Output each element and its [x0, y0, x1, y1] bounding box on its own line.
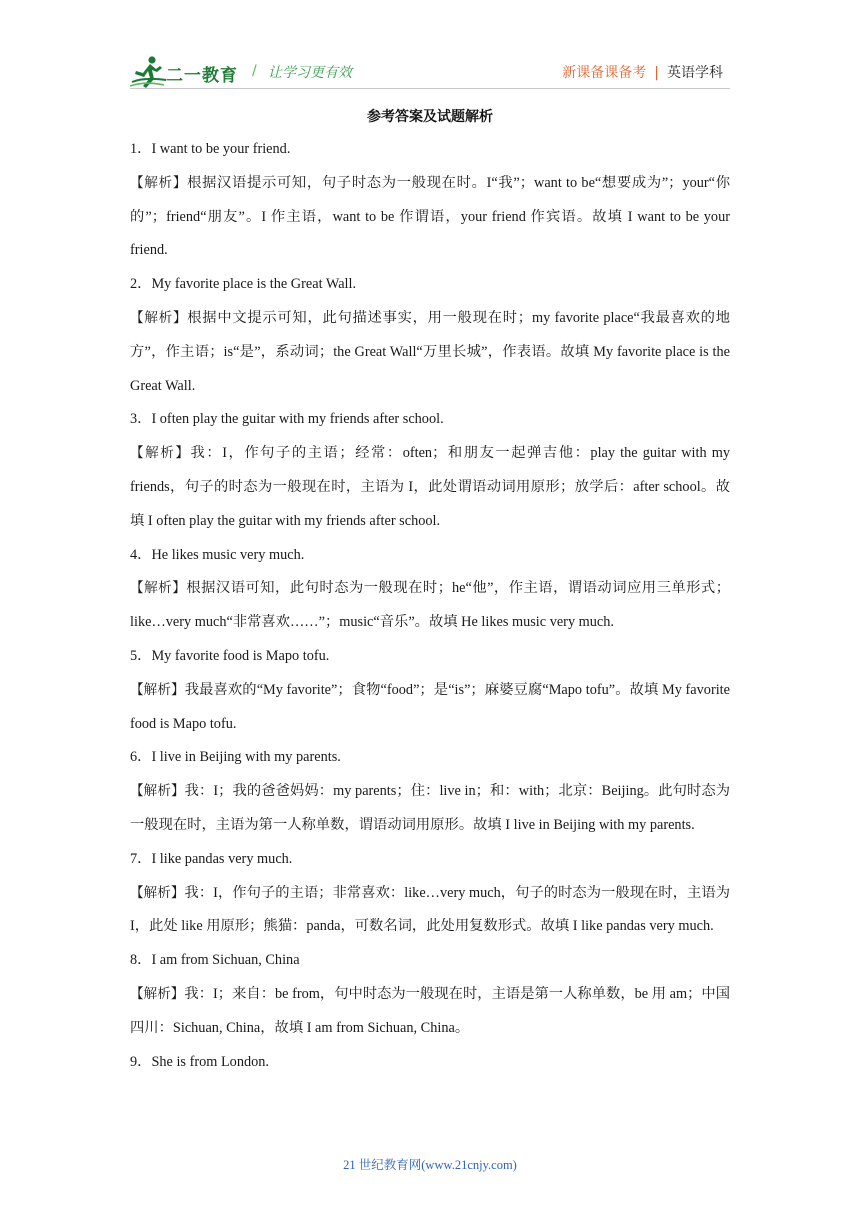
analysis-text: 根据中文提示可知，此句描述事实，用一般现在时；my favorite place“我最喜欢的地方”，作主语；is“是”，系动词；the Great Wall“万里长城”，作表语。故填 My favorite place is the Great Wall. — [130, 309, 731, 394]
analysis-tag: 【解析】 — [130, 783, 185, 800]
answer-item — [130, 539, 730, 640]
analysis — [130, 775, 730, 843]
analysis-text: 我：I，作句子的主语；非常喜欢：like…very much，句子的时态为一般现在时，主语为 I，此处 like 用原形；熊猫：panda，可数名词，此处用复数形式。故填 I like pandas very much. — [130, 884, 731, 935]
header-divider — [130, 88, 730, 89]
analysis — [130, 978, 730, 1046]
page-header — [0, 0, 860, 100]
analysis — [130, 877, 730, 945]
answer-item — [130, 133, 730, 268]
answer-sentence: 9．She is from London. — [130, 1053, 269, 1070]
analysis-text: 我：I；我的爸爸妈妈：my parents；住：live in；和：with；北京：Beijing。此句时态为一般现在时，主语为第一人称单数，谓语动词用原形。故填 I live in Beijing with my parents. — [130, 783, 730, 833]
analysis-tag: 【解析】 — [130, 174, 188, 191]
analysis-tag: 【解析】 — [130, 445, 191, 462]
analysis-text: 根据汉语可知，此句时态为一般现在时；he“他”，作主语，谓语动词应用三单形式；like…very much“非常喜欢……”；music“音乐”。故填 He likes music very much. — [130, 580, 731, 631]
slogan: 让学习更有效 — [268, 65, 352, 81]
course-label: 新课备课备考 — [562, 65, 647, 81]
analysis-tag: 【解析】 — [130, 681, 185, 698]
analysis — [130, 302, 730, 403]
answer-sentence: 1．I want to be your friend. — [130, 141, 291, 157]
page-footer: 21 世纪教育网(www.21cnjy.com) — [343, 1158, 517, 1172]
answer-item — [130, 843, 730, 944]
answer-item — [130, 268, 730, 403]
analysis — [130, 437, 730, 538]
logo-text: 二一教育 — [166, 66, 238, 86]
analysis — [130, 572, 730, 640]
analysis-tag: 【解析】 — [130, 580, 187, 597]
answer-sentence: 2．My favorite place is the Great Wall. — [130, 276, 357, 293]
answer-item — [130, 1046, 730, 1080]
analysis-tag: 【解析】 — [130, 884, 185, 901]
subject-label: 英语学科 — [667, 65, 723, 81]
answer-sentence: 8．I am from Sichuan, China — [130, 952, 300, 969]
analysis-text: 根据汉语提示可知，句子时态为一般现在时。I“我”；want to be“想要成为”；your“你的”；friend“朋友”。I 作主语，want to be 作谓语，your friend 作宾语。故填 I want to be your friend. — [130, 174, 731, 259]
answer-sentence: 7．I like pandas very much. — [130, 850, 293, 867]
header-course-info — [562, 62, 723, 82]
answer-item — [130, 741, 730, 842]
answer-sentence: 5．My favorite food is Mapo tofu. — [130, 647, 330, 664]
answer-sentence: 4．He likes music very much. — [130, 546, 305, 563]
answer-sentence: 3．I often play the guitar with my friends after school. — [130, 411, 444, 428]
site-logo[interactable] — [130, 55, 242, 89]
header-separator: | — [654, 65, 659, 81]
analysis-tag: 【解析】 — [130, 309, 188, 326]
slogan-divider: / — [252, 63, 257, 79]
answer-item — [130, 640, 730, 741]
analysis-text: 我最喜欢的“My favorite”；食物“food”；是“is”；麻婆豆腐“Mapo tofu”。故填 My favorite food is Mapo tofu. — [130, 681, 731, 732]
analysis — [130, 167, 730, 268]
analysis-text: 我：I；来自：be from，句中时态为一般现在时，主语是第一人称单数，be 用 am；中国四川：Sichuan, China，故填 I am from Sichuan, China。 — [130, 985, 730, 1036]
analysis — [130, 674, 730, 742]
page-title: 参考答案及试题解析 — [367, 109, 493, 125]
answer-sentence: 6．I live in Beijing with my parents. — [130, 749, 341, 766]
answer-item — [130, 403, 730, 538]
analysis-tag: 【解析】 — [130, 985, 185, 1002]
analysis-text: 我：I，作句子的主语；经常：often；和朋友一起弹吉他：play the guitar with my friends，句子的时态为一般现在时，主语为 I，此处谓语动词用原形；放学后：after school。故填 I often play the guitar with my friends after school. — [130, 445, 730, 529]
running-man-icon — [130, 55, 168, 89]
answer-list — [130, 133, 730, 1079]
answer-item — [130, 944, 730, 1045]
